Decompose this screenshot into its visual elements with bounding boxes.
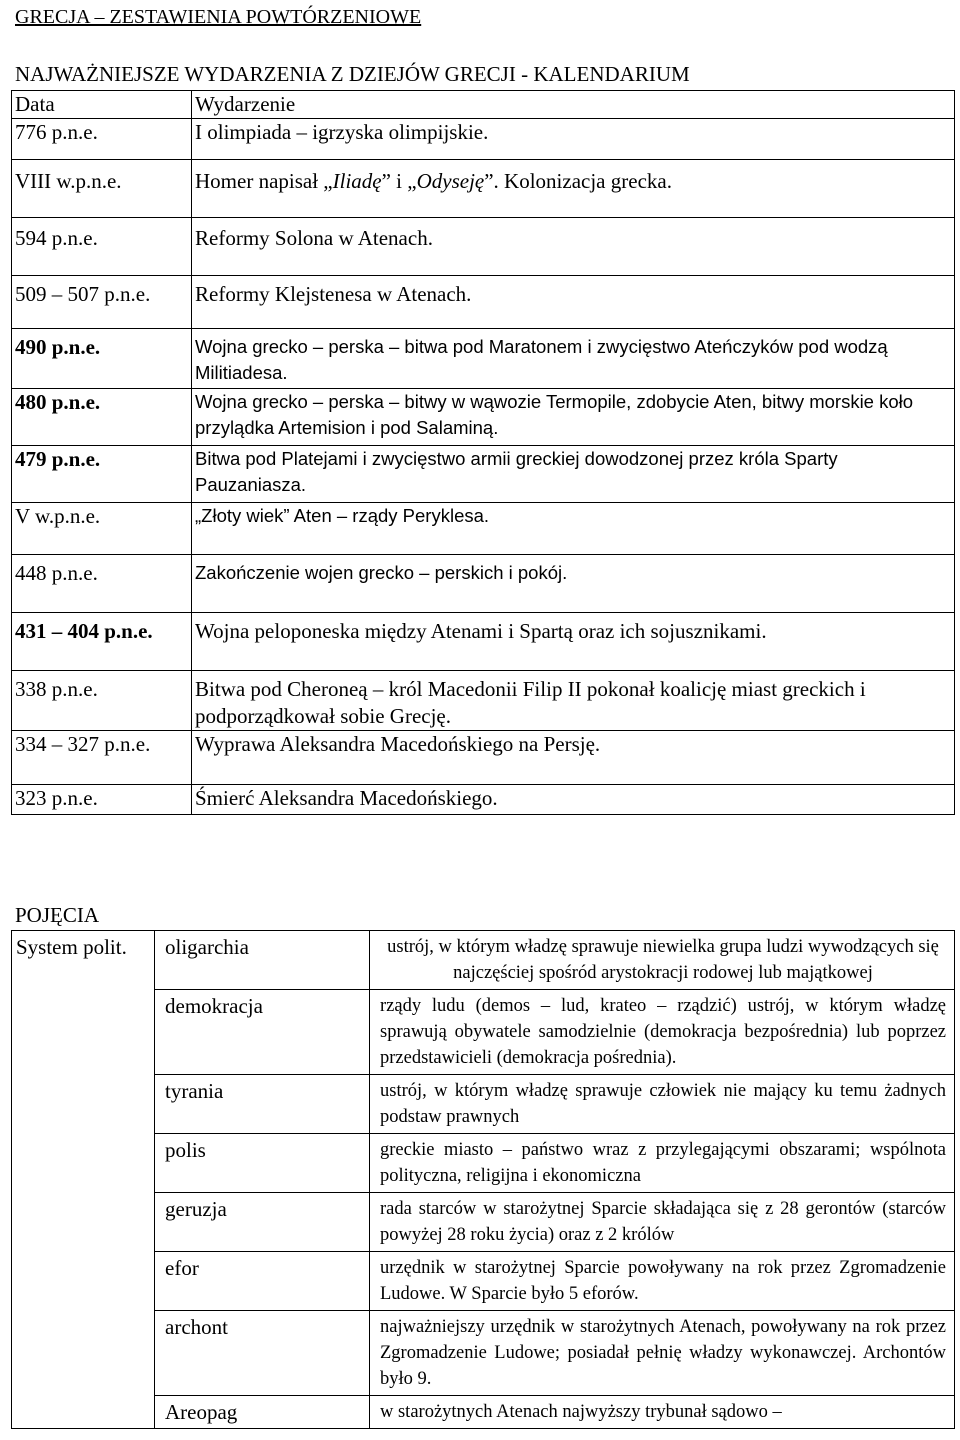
event-date: VIII w.p.n.e. bbox=[12, 160, 192, 218]
event-description: Wyprawa Aleksandra Macedońskiego na Persję. bbox=[192, 731, 955, 785]
event-description bbox=[192, 160, 955, 218]
calendar-row bbox=[12, 389, 955, 446]
event-column-header: Wydarzenie bbox=[192, 91, 955, 119]
calendar-row bbox=[12, 731, 955, 785]
calendar-row bbox=[12, 276, 955, 329]
concept-definition: ustrój, w którym władzę sprawuje niewielka grupa ludzi wywodzących się najczęściej spośród arystokracji rodowej lub majątkowej bbox=[370, 931, 955, 990]
concept-definition: ustrój, w którym władzę sprawuje człowiek nie mający ku temu żadnych podstaw prawnych bbox=[370, 1075, 955, 1134]
event-date: 338 p.n.e. bbox=[12, 671, 192, 731]
event-date: 776 p.n.e. bbox=[12, 119, 192, 160]
concept-definition: urzędnik w starożytnej Sparcie powoływany na rok przez Zgromadzenie Ludowe. W Sparcie było 5 eforów. bbox=[370, 1252, 955, 1311]
date-column-header: Data bbox=[12, 91, 192, 119]
calendar-row bbox=[12, 218, 955, 276]
event-description: „Złoty wiek” Aten – rządy Peryklesa. bbox=[192, 503, 955, 555]
calendar-row bbox=[12, 160, 955, 218]
calendar-row bbox=[12, 613, 955, 671]
calendar-row bbox=[12, 446, 955, 503]
concept-term: archont bbox=[155, 1311, 370, 1396]
concept-term: tyrania bbox=[155, 1075, 370, 1134]
calendar-row bbox=[12, 503, 955, 555]
page-title: GRECJA – ZESTAWIENIA POWTÓRZENIOWE bbox=[15, 6, 422, 28]
event-description: Reformy Klejstenesa w Atenach. bbox=[192, 276, 955, 329]
calendar-row bbox=[12, 785, 955, 815]
event-description: Wojna peloponeska między Atenami i Spartą oraz ich sojusznikami. bbox=[192, 613, 955, 671]
event-date: 334 – 327 p.n.e. bbox=[12, 731, 192, 785]
concept-definition: rada starców w starożytnej Sparcie składająca się z 28 gerontów (starców powyżej 28 roku życia) oraz z 2 królów bbox=[370, 1193, 955, 1252]
concept-definition: w starożytnych Atenach najwyższy trybunał sądowo – bbox=[370, 1396, 955, 1429]
event-description: Śmierć Aleksandra Macedońskiego. bbox=[192, 785, 955, 815]
event-date: V w.p.n.e. bbox=[12, 503, 192, 555]
event-date: 509 – 507 p.n.e. bbox=[12, 276, 192, 329]
concepts-section-title: POJĘCIA bbox=[15, 903, 100, 927]
event-text: ” i „ bbox=[381, 169, 417, 193]
concept-term: geruzja bbox=[155, 1193, 370, 1252]
concept-row bbox=[12, 931, 955, 990]
concept-definition: rządy ludu (demos – lud, krateo – rządzić) ustrój, w którym władzę sprawują obywatele samodzielnie (demokracja bezpośrednia) lub poprzez przedstawicieli (demokracja pośrednia). bbox=[370, 990, 955, 1075]
calendar-row bbox=[12, 329, 955, 389]
event-description: Wojna grecko – perska – bitwy w wąwozie Termopile, zdobycie Aten, bitwy morskie koło przylądka Artemision i pod Salaminą. bbox=[192, 389, 955, 446]
concept-term: oligarchia bbox=[155, 931, 370, 990]
concept-definition: najważniejszy urzędnik w starożytnych Atenach, powoływany na rok przez Zgromadzenie Ludowe; posiadał pełnię władzy wykonawczej. Archontów było 9. bbox=[370, 1311, 955, 1396]
concept-term: polis bbox=[155, 1134, 370, 1193]
event-description: Bitwa pod Platejami i zwycięstwo armii greckiej dowodzonej przez króla Sparty Pauzaniasza. bbox=[192, 446, 955, 503]
event-text: ”. Kolonizacja grecka. bbox=[484, 169, 672, 193]
book-title-odyssey: Odyseję bbox=[416, 169, 485, 193]
book-title-iliad: Iliadę bbox=[332, 169, 382, 193]
concepts-table bbox=[11, 930, 955, 1429]
event-date: 490 p.n.e. bbox=[12, 329, 192, 389]
concept-term: Areopag bbox=[155, 1396, 370, 1429]
event-description: Wojna grecko – perska – bitwa pod Maratonem i zwycięstwo Ateńczyków pod wodzą Militiadesa. bbox=[192, 329, 955, 389]
calendar-row bbox=[12, 671, 955, 731]
event-date: 323 p.n.e. bbox=[12, 785, 192, 815]
event-date: 480 p.n.e. bbox=[12, 389, 192, 446]
calendar-header-row bbox=[12, 91, 955, 119]
event-description: Zakończenie wojen grecko – perskich i pokój. bbox=[192, 555, 955, 613]
concept-term: efor bbox=[155, 1252, 370, 1311]
event-date: 594 p.n.e. bbox=[12, 218, 192, 276]
event-date: 479 p.n.e. bbox=[12, 446, 192, 503]
calendar-section-title: NAJWAŻNIEJSZE WYDARZENIA Z DZIEJÓW GRECJI - KALENDARIUM bbox=[15, 62, 690, 86]
event-description: I olimpiada – igrzyska olimpijskie. bbox=[192, 119, 955, 160]
event-description: Bitwa pod Cheroneą – król Macedonii Filip II pokonał koalicję miast greckich i podporządkował sobie Grecję. bbox=[192, 671, 955, 731]
calendar-table bbox=[11, 90, 955, 815]
calendar-row bbox=[12, 119, 955, 160]
event-text: Homer napisał „ bbox=[195, 169, 333, 193]
concept-category: System polit. bbox=[12, 931, 155, 1429]
event-description: Reformy Solona w Atenach. bbox=[192, 218, 955, 276]
event-date: 448 p.n.e. bbox=[12, 555, 192, 613]
concept-definition: greckie miasto – państwo wraz z przylegającymi obszarami; wspólnota polityczna, religijna i ekonomiczna bbox=[370, 1134, 955, 1193]
calendar-row bbox=[12, 555, 955, 613]
event-date: 431 – 404 p.n.e. bbox=[12, 613, 192, 671]
concept-term: demokracja bbox=[155, 990, 370, 1075]
